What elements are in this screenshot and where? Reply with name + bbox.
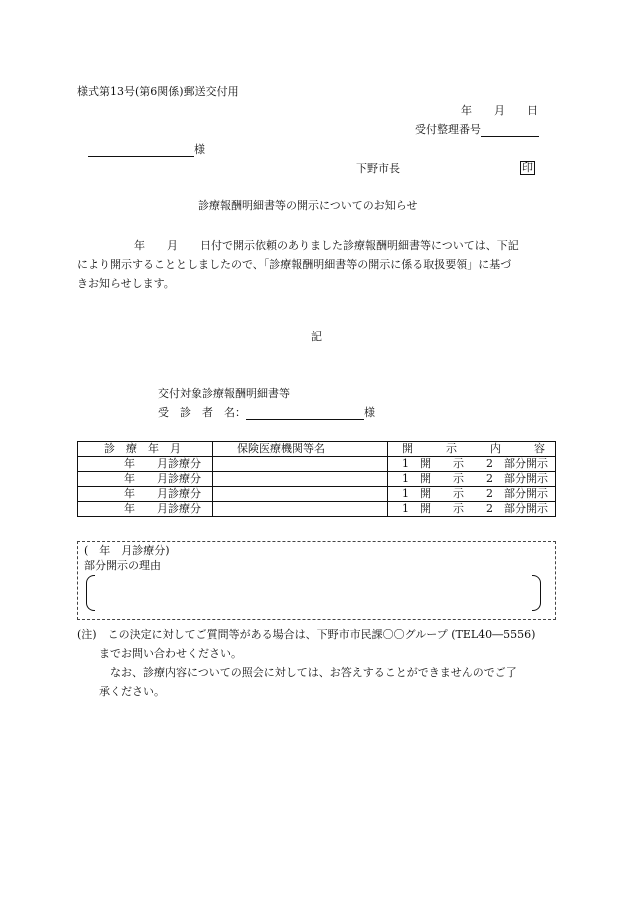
header-content: 開 示 内 容 — [388, 442, 556, 457]
body-line-2: により開示することとしましたので、「診療報酬明細書等の開示に係る取扱要領」に基づ — [77, 258, 512, 271]
seal-text: 印 — [522, 161, 533, 174]
ki-heading: 記 — [311, 330, 322, 343]
date-year: 年 — [461, 104, 472, 117]
row-institution[interactable] — [213, 457, 388, 472]
sender: 下野市長 — [356, 162, 400, 175]
row-institution[interactable] — [213, 487, 388, 502]
reason-box-header: ( 年 月診療分) — [84, 544, 170, 557]
date-day: 日 — [527, 104, 538, 117]
row-content: 1 開 示 2 部分開示 — [388, 457, 556, 472]
receipt-no-field[interactable] — [481, 124, 539, 137]
receipt-number — [415, 123, 539, 137]
disclosure-table — [77, 441, 556, 517]
addressee-suffix: 様 — [194, 143, 205, 156]
note-line-1: (注) この決定に対してご質問等がある場合は、下野市市民課〇〇グループ (TEL40―5556) — [77, 628, 536, 641]
table-row — [78, 472, 556, 487]
right-bracket — [532, 575, 541, 611]
row-month: 年 月診療分 — [78, 472, 213, 487]
document-title: 診療報酬明細書等の開示についてのお知らせ — [198, 199, 418, 212]
addressee-field[interactable] — [88, 144, 194, 157]
row-content: 1 開 示 2 部分開示 — [388, 502, 556, 517]
row-institution[interactable] — [213, 502, 388, 517]
note-line-4: 承ください。 — [99, 685, 165, 698]
receipt-no-label: 受付整理番号 — [415, 123, 481, 136]
body-line-3: きお知らせします。 — [77, 277, 175, 290]
row-month: 年 月診療分 — [78, 457, 213, 472]
patient-name-line — [158, 406, 375, 420]
patient-name-field[interactable] — [246, 407, 364, 420]
seal-mark — [520, 161, 535, 175]
form-id: 様式第13号(第6関係)郵送交付用 — [77, 85, 239, 98]
row-institution[interactable] — [213, 472, 388, 487]
table-row — [78, 502, 556, 517]
row-content: 1 開 示 2 部分開示 — [388, 487, 556, 502]
table-row — [78, 487, 556, 502]
note-line-2: までお問い合わせください。 — [99, 647, 242, 660]
date-line — [461, 104, 538, 118]
notes — [77, 625, 562, 701]
partial-disclosure-reason-box — [77, 541, 556, 620]
header-institution: 保険医療機関等名 — [213, 442, 388, 457]
body-text — [77, 236, 557, 293]
patient-suffix: 様 — [364, 406, 375, 419]
patient-label: 受 診 者 名： — [158, 406, 246, 419]
row-content: 1 開 示 2 部分開示 — [388, 472, 556, 487]
reason-box-label: 部分開示の理由 — [84, 559, 161, 572]
header-month: 診 療 年 月 — [78, 442, 213, 457]
table-header-row — [78, 442, 556, 457]
row-month: 年 月診療分 — [78, 487, 213, 502]
addressee — [88, 143, 205, 157]
date-month: 月 — [494, 104, 505, 117]
body-line-1: 年 月 日付で開示依頼のありました診療報酬明細書等については、下記 — [134, 239, 519, 252]
left-bracket — [86, 575, 95, 611]
note-line-3: なお、診療内容についての照会に対しては、お答えすることができませんのでご了 — [110, 666, 517, 679]
row-month: 年 月診療分 — [78, 502, 213, 517]
table-row — [78, 457, 556, 472]
target-label: 交付対象診療報酬明細書等 — [158, 387, 290, 400]
